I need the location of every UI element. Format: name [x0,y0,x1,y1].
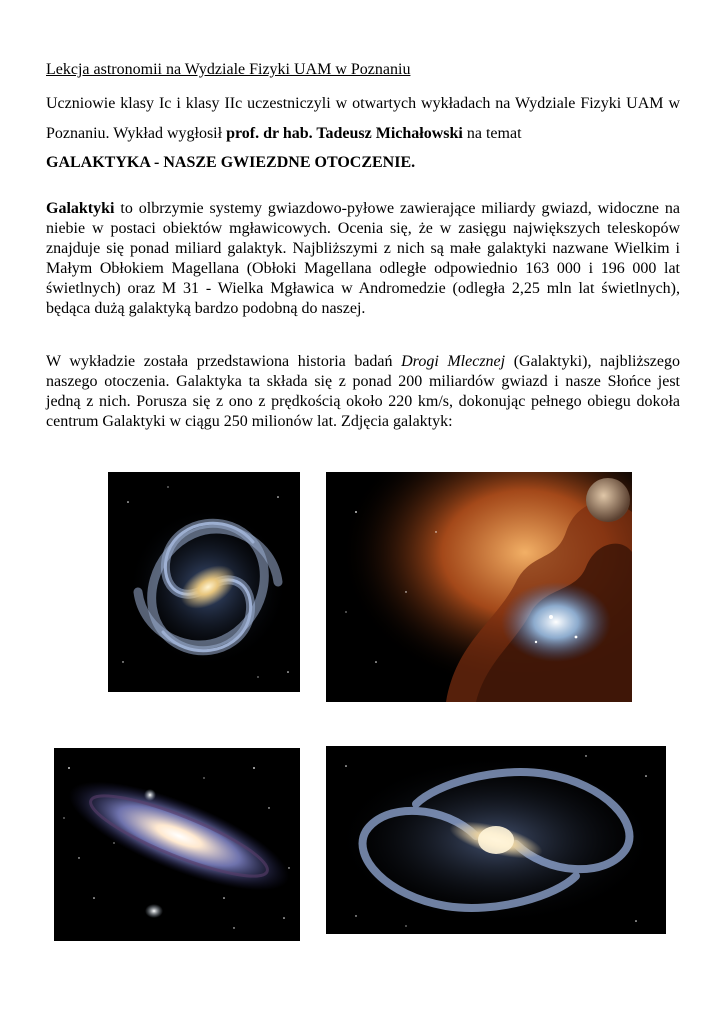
barred-spiral-galaxy-image [326,746,666,934]
lecture-topic: GALAKTYKA - NASZE GWIEZDNE OTOCZENIE. [46,154,416,171]
galaxies-term: Galaktyki [46,200,115,217]
milky-way-paragraph [46,352,680,432]
galaxies-text: to olbrzymie systemy gwiazdowo-pyłowe zawierające miliardy gwiazd, widoczne na niebie w postaci obiektów mgławicowych. Ocenia się, że w zasięgu największych teleskopów znajduje się ponad miliard galaktyk. Najbliższymi z nich są małe galaktyki nazwane Wielkim i Małym Obłokiem Magellana (Obłoki Magellana odległe odpowiednio 163 000 i 196 000 lat świetlnych) oraz M 31 - Wielka Mgławica w Andromedzie (odległa 2,25 mln lat świetlnych), będąca dużą galaktyką bardzo podobną do naszej. [46,200,680,317]
milky-way-text-end: (Galaktyki), najbliższego naszego otoczenia. Galaktyka ta składa się z ponad 200 miliardów gwiazd i nasze Słońce jest jedną z nich. Porusza się z ono z prędkością około 220 km/s, dokonując pełnego obiegu dokoła centrum Galaktyki w ciągu 250 milionów lat. Zdjęcia galaktyk: [46,353,681,430]
intro-text: Uczniowie klasy Ic i klasy IIc uczestniczyli w otwartych wykładach na Wydziale Fizyki UAM w Poznaniu. Wykład wygłosił [46,95,680,142]
spiral-galaxy-image [108,472,300,692]
galaxies-paragraph [46,199,680,319]
nebula-image [326,472,632,702]
milky-way-name: Drogi Mlecznej [401,353,506,370]
intro-text-end: na temat [462,125,522,142]
andromeda-galaxy-image [54,748,300,941]
page-title: Lekcja astronomii na Wydziale Fizyki UAM w Poznaniu [46,61,411,78]
intro-paragraph [46,89,680,149]
lecturer-name: prof. dr hab. Tadeusz Michałowski [226,125,463,142]
milky-way-text-start: W wykładzie została przedstawiona historia badań [46,353,402,370]
